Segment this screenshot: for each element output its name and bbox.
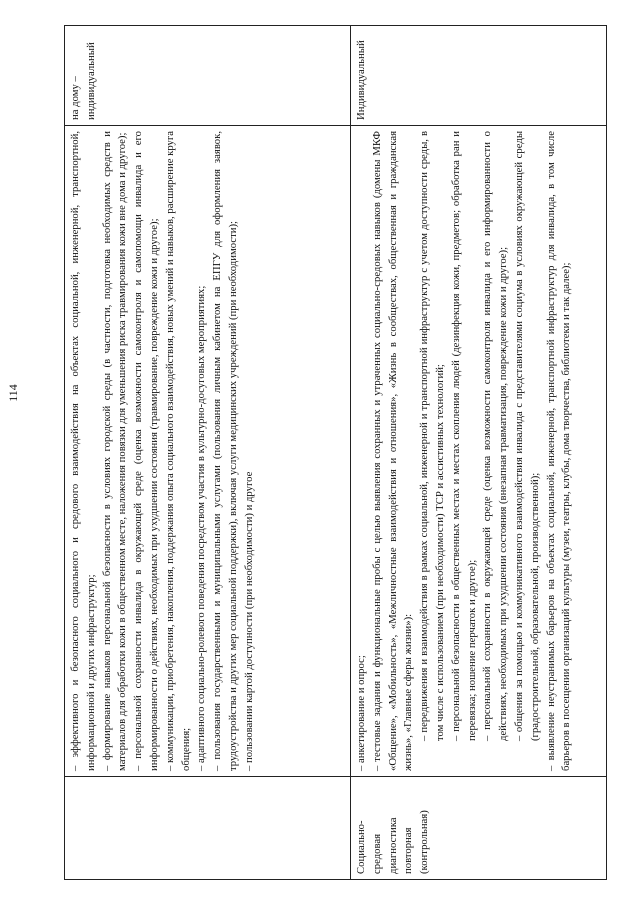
list-item: – выявление неустранимых барьеров на объектах социальной, инженерной, транспортной инфраструктур для инвалида, в том числе барьеров в посещении организаций культуры (музеи, театры, клубы, дома творчества, библиотеки и так далее); bbox=[544, 131, 573, 771]
list-item: – адаптивного социально-ролевого поведения посредством участия в культурно-досуговых мероприятиях; bbox=[195, 285, 208, 771]
list-item: – тестовые задания и функциональные пробы с целью выявления сохранных и утраченных социально-средовых навыков (домены МКФ «Общение», «Мобильность», «Межличностные взаимодействия и отношения», «Жизнь в сообществах, общественная и гражданская жизнь», «Главные сферы жизни»): bbox=[370, 131, 415, 771]
services-table bbox=[64, 25, 607, 880]
table-row bbox=[351, 26, 607, 880]
list-item: – передвижения и взаимодействия в рамках социальной, инженерной и транспортной инфраструктур с учетом доступности среды, в том числе с использованием (при необходимости) ТСР и ассистивных технологий; bbox=[418, 131, 446, 741]
rotated-table-container bbox=[64, 26, 607, 880]
service-form-cell: Индивидуальный bbox=[351, 26, 607, 126]
list-item: – общения за помощью и коммуникативного взаимодействия инвалида с представителями социума в условиях окружающей среды (градостроительной, образовательной, производственной); bbox=[512, 131, 541, 741]
list-item: – эффективного и безопасного социального и средового взаимодействия на объектах социальной, инженерной, транспортной, информационной и других инфраструктур; bbox=[69, 131, 97, 771]
table-row bbox=[65, 26, 351, 880]
list-item: – персональной сохранности инвалида в окружающей среде (оценка возможности самоконтроля и самопомощи инвалида и его информированности о действиях, необходимых при ухудшении состояния (травмирование, повреждение кожи и другое); bbox=[132, 131, 160, 771]
service-content-cell bbox=[65, 126, 351, 777]
list-item: – анкетирование и опрос; bbox=[355, 655, 367, 771]
list-item: – коммуникации, приобретения, накопления, поддержания опыта социального взаимодействия, новых умений и навыков, расширение круга общения; bbox=[163, 131, 192, 771]
list-item: – пользовании картой доступности (при необходимости) и другое bbox=[242, 471, 255, 771]
list-item: – пользования государственными и муниципальными услугами (пользования личным кабинетом на ЕПГУ для оформления заявок, трудоустройства и других мер социальной поддержки), включая услуги медицинских учреждений (при необходимости); bbox=[211, 131, 239, 771]
service-form-cell: на дому – индивидуальный bbox=[65, 26, 351, 126]
service-name-cell: Социально-средовая диагностика повторная (контрольная) bbox=[351, 777, 607, 880]
list-item: – формирование навыков персональной безопасности в условиях городской среды (в частности, подготовка необходимых средств и материалов для обработки кожи в общественном месте, наложения повязки для уменьшения риска травмирования кожи вне дома и другое); bbox=[100, 131, 129, 771]
service-name-cell bbox=[65, 777, 351, 880]
page-number: 114 bbox=[6, 384, 20, 402]
service-content-cell bbox=[351, 126, 607, 777]
list-item: – персональной сохранности в окружающей среде (оценка возможности самоконтроля инвалида и его информированности о действиях, необходимых при ухудшении состояния (внезапная травматизация, повреждение кожи и другое); bbox=[481, 131, 510, 741]
list-item: – персональной безопасности в общественных местах и местах скопления людей (дезинфекция кожи, предметов; обработка ран и перевязка; ношение перчаток и другое); bbox=[449, 131, 478, 741]
